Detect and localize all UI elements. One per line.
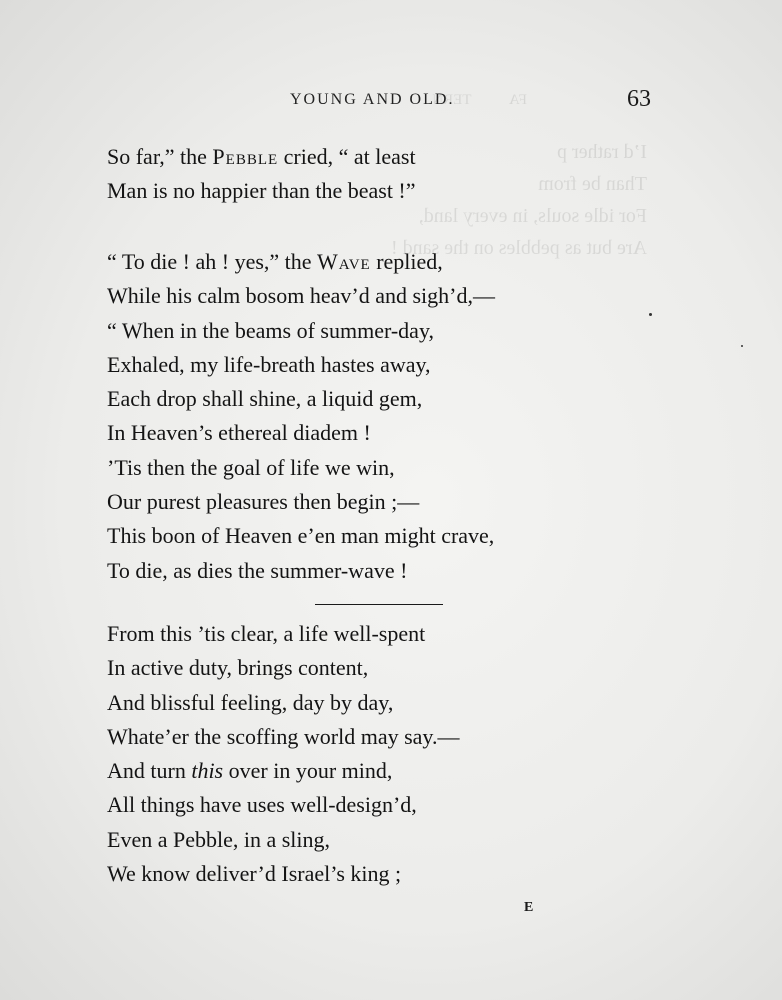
paper-speck [741,345,743,347]
line-text: In active duty, brings content, [107,655,369,681]
stanza-2 [107,245,495,588]
line-text: cried, “ at least [278,144,416,169]
bleed-line: Than be from [538,173,647,195]
line-text: From this ’tis clear, a life well-spent [107,621,426,646]
bleed-line: Are but as pebbles on the sand ! [390,237,647,259]
small-caps-word: Pebble [212,144,279,169]
poem-line [107,416,495,450]
poem-line [107,314,495,348]
line-text: To die, as dies the summer-wave ! [107,557,408,583]
line-text: We know deliver’d Israel’s king ; [107,861,402,887]
line-text: ’Tis then the goal of life we win, [107,454,395,480]
poem-line [107,140,416,174]
poem-line [107,174,416,208]
poem-line [107,554,495,588]
poem-line [107,279,495,313]
poem-line [107,485,495,519]
line-text: “ To die ! ah ! yes,” the [107,249,318,274]
line-text: In Heaven’s ethereal diadem ! [107,420,371,446]
poem-line [107,857,460,891]
line-text: Even a Pebble, in a sling, [107,826,331,852]
bleed-line: FA TERN. [428,92,527,108]
line-text: “ When in the beams of summer-day, [107,317,435,343]
poem-line [107,451,495,485]
paper-speck [649,313,652,316]
stanza-1 [107,140,416,209]
poem-line [107,348,495,382]
poem-line [107,686,460,720]
poem-line [107,788,460,822]
line-text: While his calm bosom heav’d and sigh’d,— [107,283,495,309]
poem-line [107,382,495,416]
bleed-line: For idle souls, in every land, [418,205,647,227]
poem-line [107,754,460,788]
line-text: over in your mind, [223,758,393,784]
poem-line [107,823,460,857]
line-text: And blissful feeling, day by day, [107,689,394,715]
line-text: And turn [107,758,192,784]
line-text: Each drop shall shine, a liquid gem, [107,386,423,412]
section-divider [315,604,443,605]
line-text: So far,” the [107,144,213,169]
poem-line [107,245,495,279]
line-text: Our purest pleasures then begin ;— [107,489,420,515]
line-text: Exhaled, my life-breath hastes away, [107,351,431,377]
line-text: Man is no happier than the beast !” [107,178,416,204]
line-text: This boon of Heaven e’en man might crave, [107,523,495,549]
poem-line [107,651,460,685]
running-header: YOUNG AND OLD. [290,91,455,108]
line-text: All things have uses well-design’d, [107,792,417,818]
line-text: replied, [370,249,443,274]
line-text: Whate’er the scoffing world may say.— [107,723,460,749]
small-caps-word: Wave [317,249,371,274]
poem-line [107,617,460,651]
signature-mark: E [524,900,534,915]
stanza-3 [107,617,460,891]
poem-line [107,519,495,553]
poem-line [107,720,460,754]
italic-word: this [191,758,224,784]
bleed-line: I’d rather p [557,141,647,163]
page-number: 63 [627,86,651,112]
